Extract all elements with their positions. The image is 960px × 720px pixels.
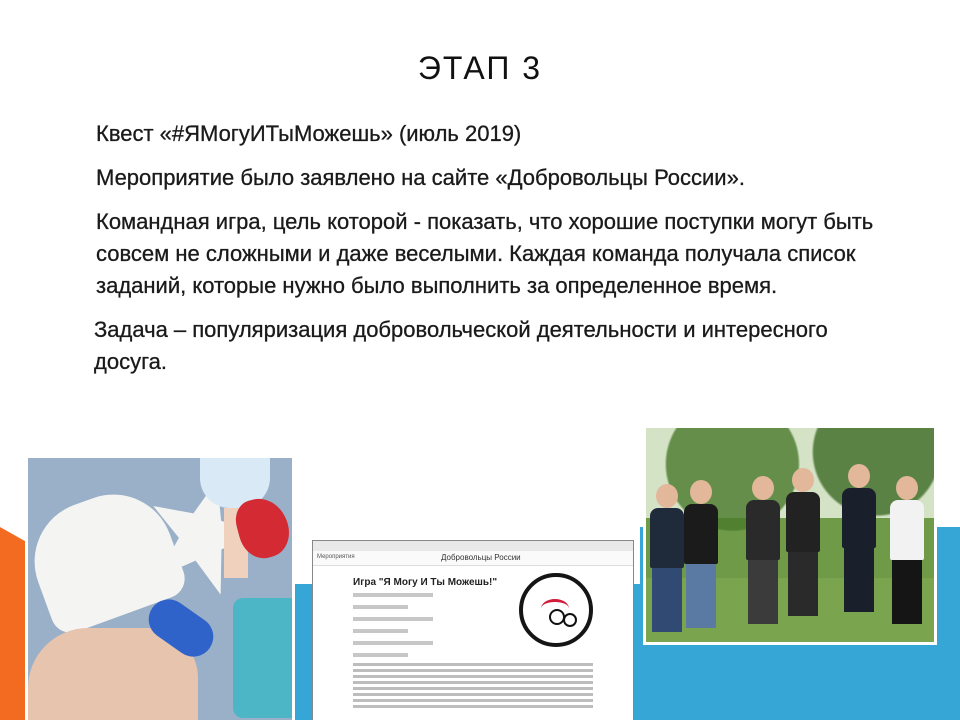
event-logo — [519, 573, 593, 647]
participant — [684, 480, 718, 628]
bag — [233, 598, 292, 718]
event-description — [353, 663, 593, 711]
participant — [786, 468, 820, 616]
site-logo: Добровольцы России — [441, 553, 521, 562]
logo-figure — [563, 613, 577, 627]
info-line — [353, 593, 433, 597]
event-title: Игра "Я Могу И Ты Можешь!" — [353, 577, 498, 588]
info-line — [353, 617, 433, 621]
participant — [746, 476, 780, 624]
bullet-item: Мероприятие было заявлено на сайте «Добровольцы России». — [96, 165, 745, 190]
text-line — [353, 675, 593, 678]
text-line — [353, 693, 593, 696]
quest-photo — [28, 458, 292, 720]
text-line — [353, 663, 593, 666]
site-header — [313, 551, 633, 566]
bullet-list — [96, 118, 876, 390]
text-line — [353, 705, 593, 708]
bullet-item: Задача – популяризация добровольческой деятельности и интересного досуга. — [94, 317, 828, 374]
group-photo — [646, 428, 934, 642]
back-link: Мероприятия — [317, 554, 355, 560]
info-line — [353, 641, 433, 645]
text-line — [353, 681, 593, 684]
info-line — [353, 605, 408, 609]
slide-title: ЭТАП 3 — [417, 50, 543, 86]
info-line — [353, 629, 408, 633]
participant — [890, 476, 924, 624]
participant — [650, 484, 684, 632]
website-screenshot — [313, 541, 633, 720]
bullet-item: Квест «#ЯМогуИТыМожешь» (июль 2019) — [96, 121, 522, 146]
bullet-item: Командная игра, цель которой - показать, что хорошие поступки могут быть совсем не сложными и даже веселыми. Каждая команда получала список заданий, которые нужно было выполнить за определенное время. — [96, 209, 874, 298]
text-line — [353, 687, 593, 690]
text-line — [353, 699, 593, 702]
event-info — [353, 593, 473, 665]
text-line — [353, 669, 593, 672]
info-line — [353, 653, 408, 657]
participant — [842, 464, 876, 612]
